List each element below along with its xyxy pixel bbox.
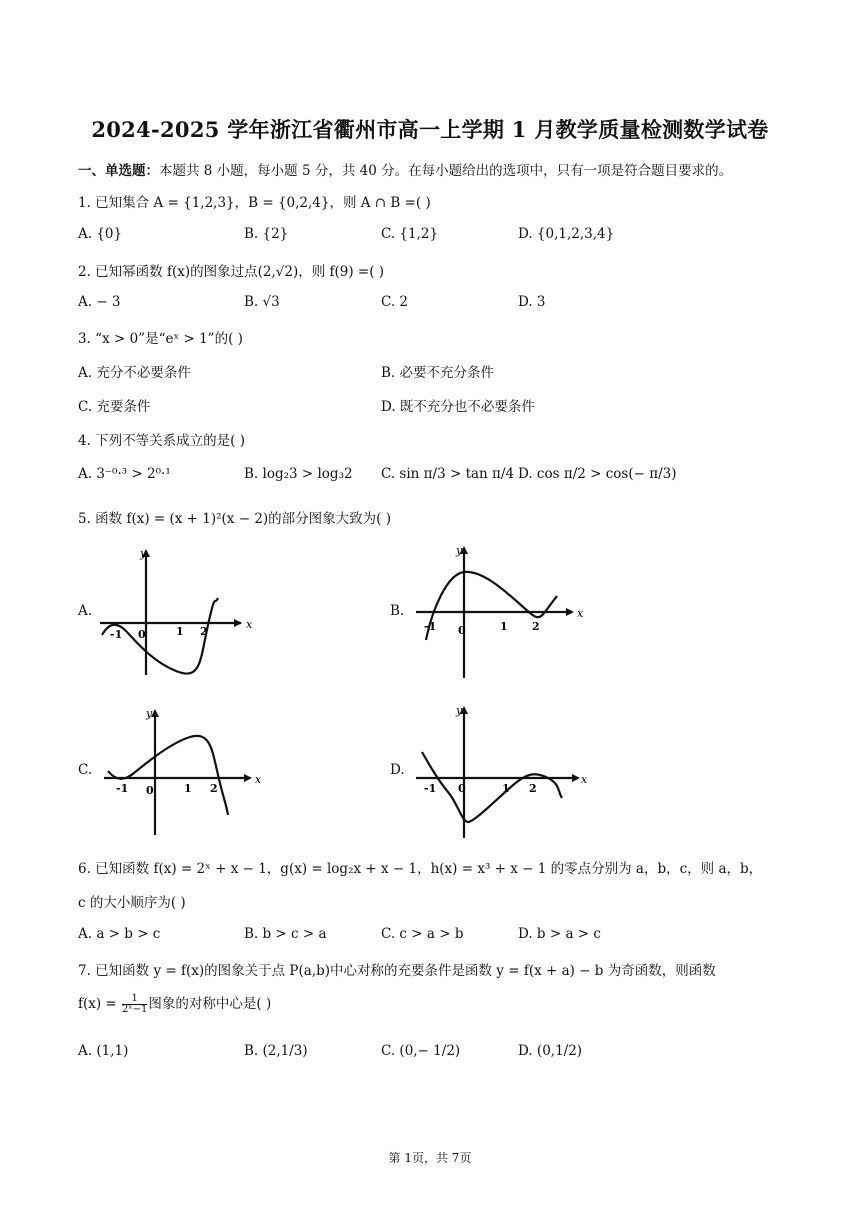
- question-7-fraction-denominator: 2ˣ−1: [122, 1004, 148, 1015]
- question-6-stem: 6. 已知函数 f(x) = 2ˣ + x − 1，g(x) = log₂x + x − 1，h(x) = x³ + x − 1 的零点分别为 a，b，c，则 a，b，: [78, 861, 763, 877]
- question-7-fraction-numerator: 1: [122, 994, 147, 1005]
- graph-a-x-label: x: [246, 618, 253, 631]
- question-5-option-d: D.: [390, 762, 405, 778]
- question-3-stem: 3. “x > 0”是“eˣ > 1”的( ): [78, 331, 243, 347]
- question-1-option-d: D. {0,1,2,3,4}: [518, 226, 615, 242]
- graph-a-origin: 0: [138, 628, 146, 641]
- question-5-option-c: C.: [78, 762, 93, 778]
- graph-a-y-label: y: [140, 547, 147, 560]
- graph-d-y-label: y: [456, 704, 463, 717]
- question-7-stem-continued: [78, 992, 271, 1015]
- question-7-function-lhs: f(x) =: [78, 996, 117, 1012]
- graph-d-tick-2: 2: [529, 782, 537, 795]
- graph-b-tick-neg1: -1: [424, 620, 437, 633]
- question-1-option-c: C. {1,2}: [381, 226, 439, 242]
- question-4-option-b: B. log₂3 > log₃2: [244, 466, 353, 482]
- graph-c-y-label: y: [146, 707, 153, 720]
- graph-d-x-label: x: [581, 773, 588, 786]
- question-3-option-c: C. 充要条件: [78, 399, 151, 415]
- question-4-option-d: D. cos π/2 > cos(− π/3): [518, 466, 677, 482]
- graph-c: [100, 703, 270, 838]
- graph-c-tick-1: 1: [184, 782, 192, 795]
- paper-title: 2024-2025 学年浙江省衢州市高一上学期 1 月教学质量检测数学试卷: [91, 117, 769, 142]
- graph-b-tick-2: 2: [532, 620, 540, 633]
- graph-d-origin: 0: [458, 782, 466, 795]
- question-2-option-c: C. 2: [381, 294, 409, 310]
- question-4-option-c: C. sin π/3 > tan π/4: [381, 466, 515, 482]
- section-label: 一、单选题：: [78, 163, 159, 179]
- graph-b-x-label: x: [577, 607, 584, 620]
- graph-b-origin: 0: [458, 624, 466, 637]
- question-5-option-b: B.: [390, 603, 405, 619]
- graph-c-x-label: x: [255, 773, 262, 786]
- graph-d: [412, 700, 590, 840]
- section-heading: [78, 159, 732, 179]
- question-7-option-c: C. (0,− 1/2): [381, 1043, 461, 1059]
- graph-c-tick-2: 2: [210, 782, 218, 795]
- graph-b: [412, 540, 587, 680]
- question-1-stem: 1. 已知集合 A = {1,2,3}，B = {0,2,4}，则 A ∩ B =( ): [78, 195, 431, 211]
- graph-c-origin: 0: [146, 784, 154, 797]
- question-5-option-a: A.: [78, 603, 93, 619]
- question-6-option-c: C. c > a > b: [381, 926, 464, 942]
- graph-b-y-label: y: [456, 544, 463, 557]
- section-description: 本题共 8 小题，每小题 5 分，共 40 分。在每小题给出的选项中，只有一项是符合题目要求的。: [159, 163, 733, 179]
- question-3-option-d: D. 既不充分也不必要条件: [381, 399, 535, 415]
- graph-a-tick-2: 2: [200, 625, 208, 638]
- question-7-stem: 7. 已知函数 y = f(x)的图象关于点 P(a,b)中心对称的充要条件是函数 y = f(x + a) − b 为奇函数，则函数: [78, 963, 716, 979]
- graph-d-tick-1: 1: [502, 782, 510, 795]
- question-7-option-d: D. (0,1/2): [518, 1043, 583, 1059]
- question-2-stem: 2. 已知幂函数 f(x)的图象过点(2,√2)，则 f(9) =( ): [78, 264, 385, 280]
- question-4-option-a: A. 3⁻⁰·³ > 2⁰·¹: [78, 466, 171, 482]
- question-7-fraction: [122, 994, 147, 1015]
- question-4-stem: 4. 下列不等关系成立的是( ): [78, 433, 245, 449]
- graph-a-tick-neg1: -1: [110, 628, 123, 641]
- graph-a: [96, 543, 256, 678]
- question-2-option-d: D. 3: [518, 294, 546, 310]
- question-3-option-b: B. 必要不充分条件: [381, 365, 495, 381]
- question-1-option-a: A. {0}: [78, 226, 123, 242]
- question-5-stem: 5. 函数 f(x) = (x + 1)²(x − 2)的部分图象大致为( ): [78, 511, 391, 527]
- question-6-option-d: D. b > a > c: [518, 926, 601, 942]
- graph-d-tick-neg1: -1: [424, 782, 437, 795]
- question-7-option-a: A. (1,1): [78, 1043, 129, 1059]
- question-6-stem-continued: c 的大小顺序为( ): [78, 895, 186, 911]
- question-2-option-b: B. √3: [244, 294, 280, 310]
- graph-a-tick-1: 1: [176, 625, 184, 638]
- question-6-option-b: B. b > c > a: [244, 926, 327, 942]
- question-6-option-a: A. a > b > c: [78, 926, 161, 942]
- graph-b-tick-1: 1: [500, 620, 508, 633]
- graph-c-tick-neg1: -1: [116, 782, 129, 795]
- question-1-option-b: B. {2}: [244, 226, 289, 242]
- question-7-stem-suffix: 图象的对称中心是( ): [148, 996, 272, 1012]
- question-3-option-a: A. 充分不必要条件: [78, 365, 191, 381]
- page-footer: 第 1页，共 7页: [388, 1151, 472, 1165]
- question-7-option-b: B. (2,1/3): [244, 1043, 308, 1059]
- question-2-option-a: A. − 3: [78, 294, 121, 310]
